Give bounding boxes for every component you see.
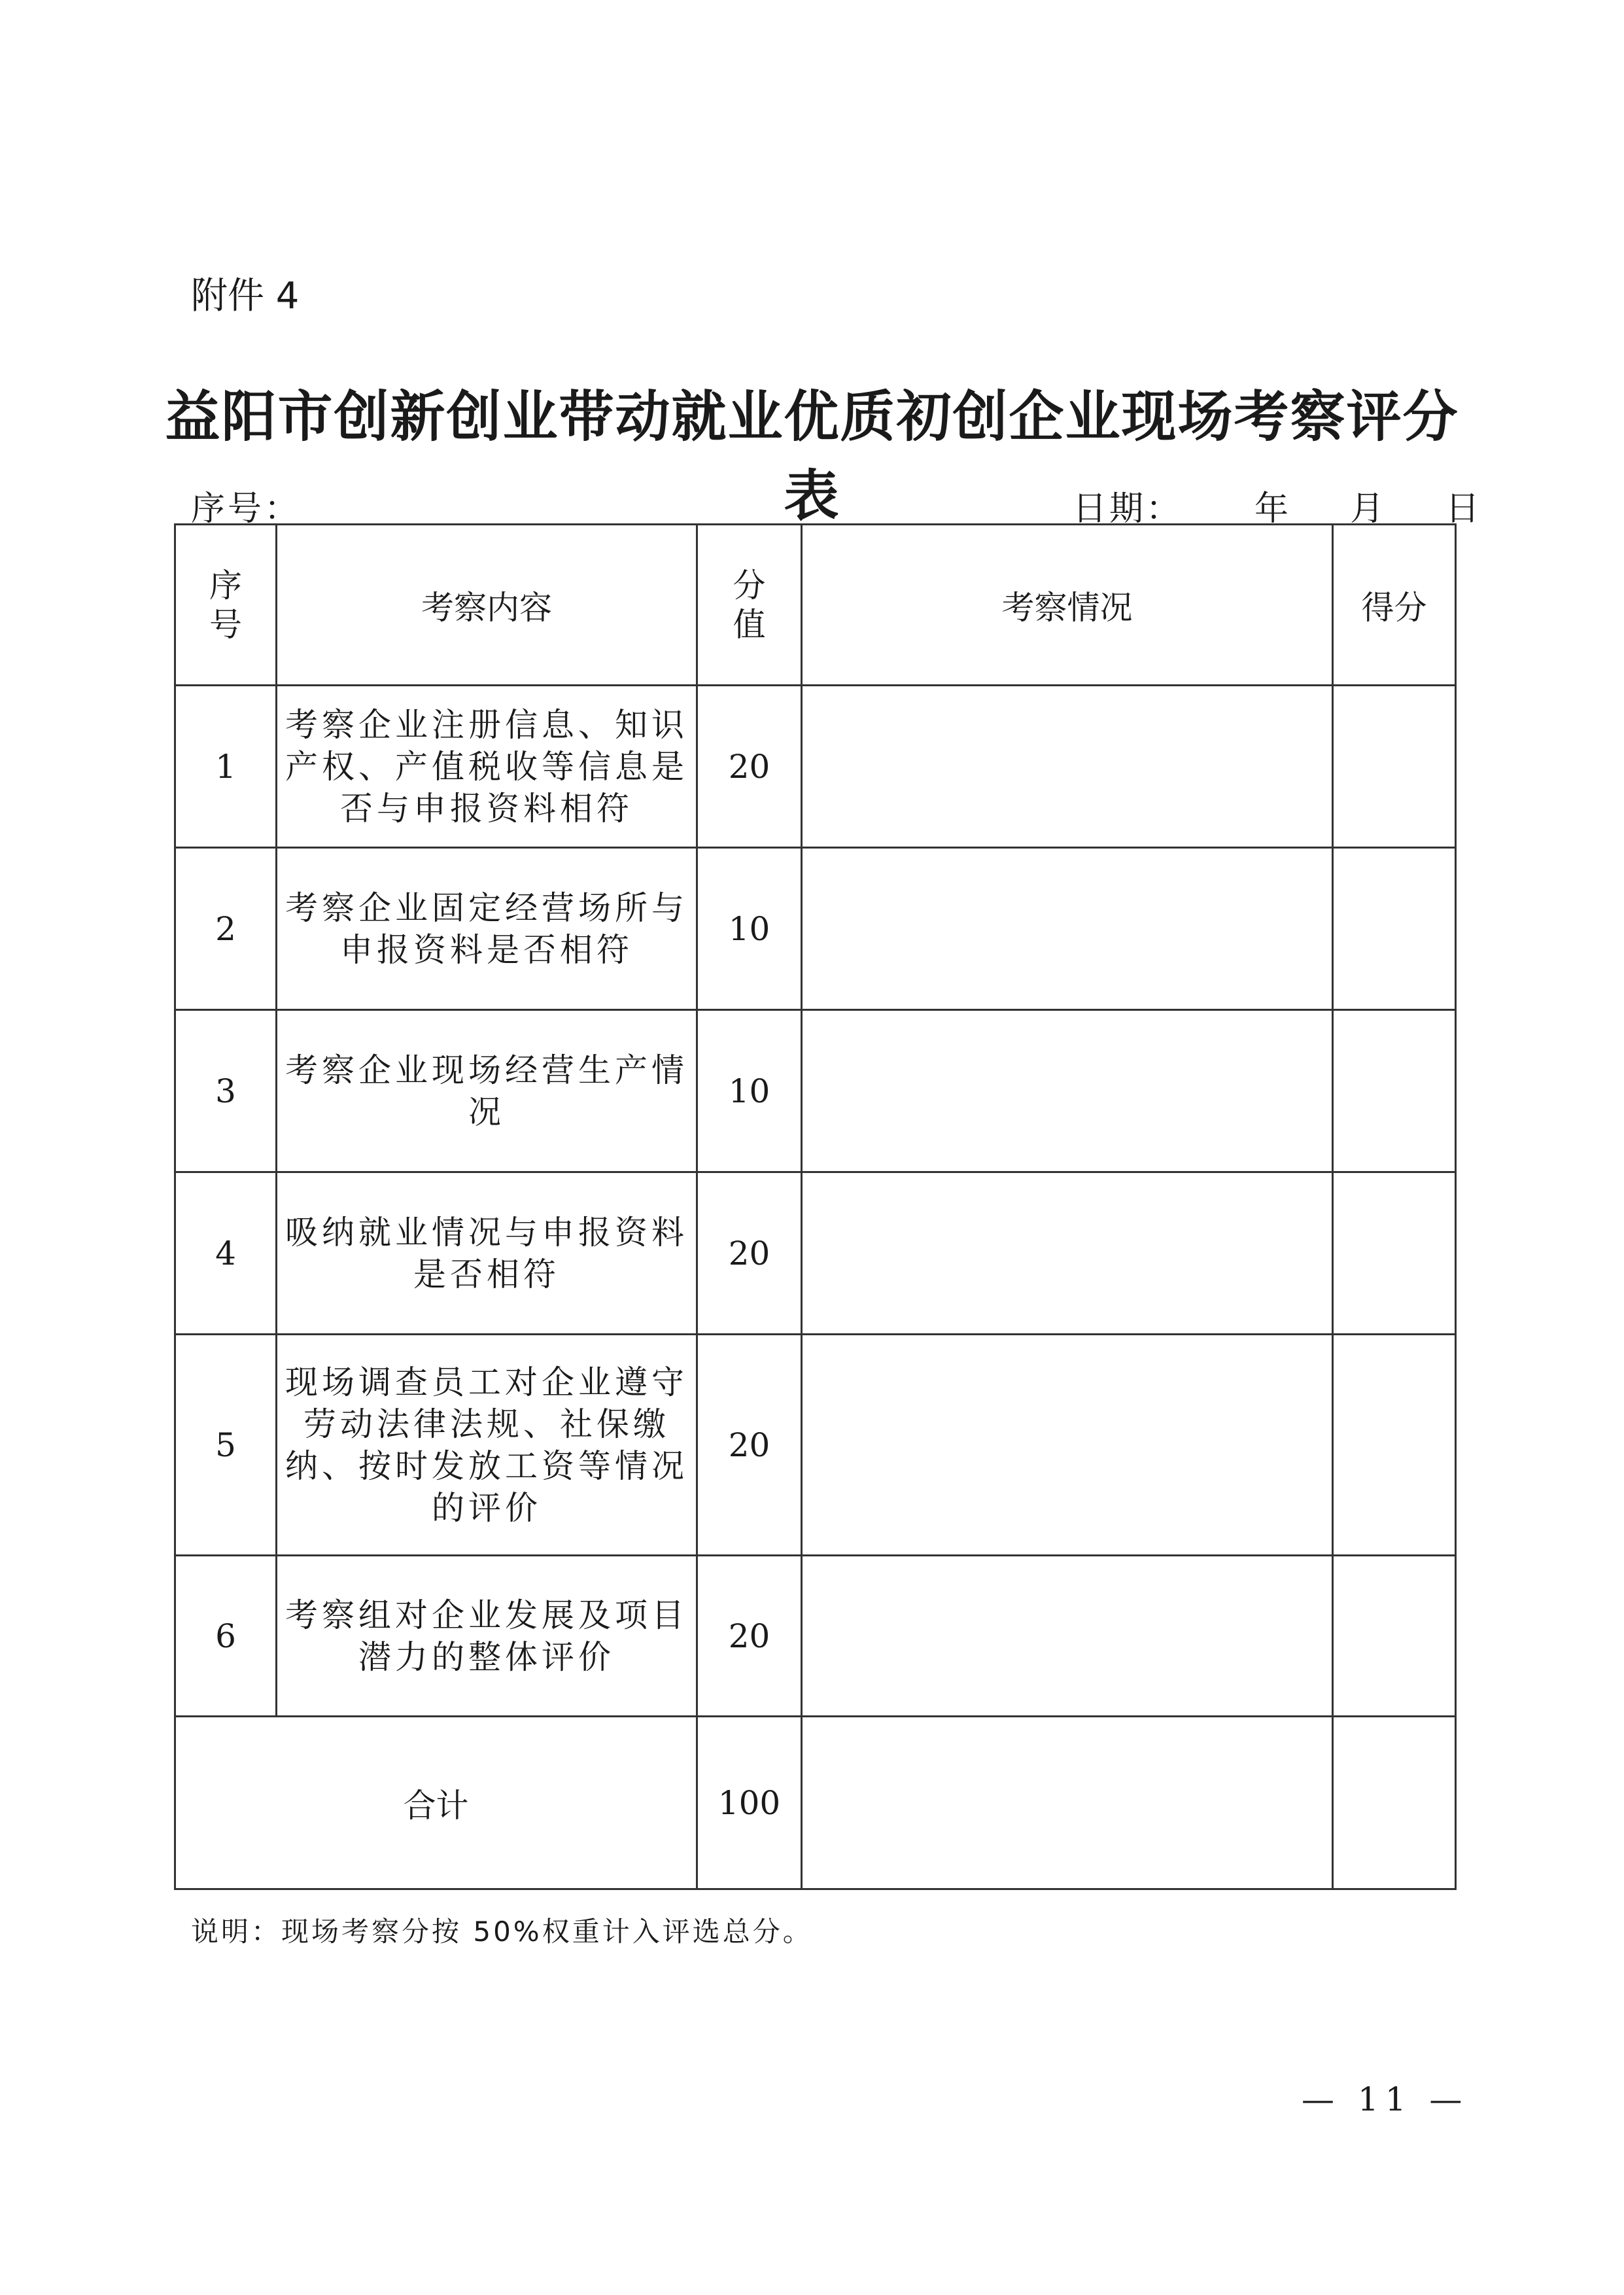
table-row — [175, 686, 1456, 848]
row-content: 吸纳就业情况与申报资料是否相符 — [277, 1172, 697, 1335]
date-line — [1073, 481, 1482, 530]
row-content: 考察企业现场经营生产情况 — [277, 1010, 697, 1172]
row-seq: 5 — [175, 1335, 277, 1556]
header-points: 得分 — [1333, 525, 1456, 686]
table-row — [175, 1556, 1456, 1717]
row-score: 10 — [697, 1010, 802, 1172]
year-label: 年 — [1254, 489, 1292, 529]
score-table — [174, 523, 1457, 1890]
row-points-cell — [1333, 848, 1456, 1010]
row-seq: 4 — [175, 1172, 277, 1335]
total-label: 合计 — [175, 1717, 697, 1889]
header-content: 考察内容 — [277, 525, 697, 686]
day-label: 日 — [1445, 489, 1483, 529]
row-content: 考察企业固定经营场所与申报资料是否相符 — [277, 848, 697, 1010]
page-number: — 11 — — [1302, 2080, 1469, 2118]
row-seq: 6 — [175, 1556, 277, 1717]
month-label: 月 — [1350, 489, 1387, 529]
row-situation-cell — [802, 1335, 1333, 1556]
row-points-cell — [1333, 1335, 1456, 1556]
row-score: 20 — [697, 686, 802, 848]
row-situation-cell — [802, 1010, 1333, 1172]
total-situation-cell — [802, 1717, 1333, 1889]
row-situation-cell — [802, 1172, 1333, 1335]
row-seq: 3 — [175, 1010, 277, 1172]
attachment-label: 附件 4 — [191, 275, 300, 317]
row-score: 20 — [697, 1335, 802, 1556]
row-situation-cell — [802, 848, 1333, 1010]
row-situation-cell — [802, 686, 1333, 848]
row-score: 10 — [697, 848, 802, 1010]
total-row — [175, 1717, 1456, 1889]
table-row — [175, 1172, 1456, 1335]
total-points-cell — [1333, 1717, 1456, 1889]
row-seq: 1 — [175, 686, 277, 848]
page-title: 益阳市创新创业带动就业优质初创企业现场考察评分表 — [165, 384, 1459, 528]
table-row — [175, 1010, 1456, 1172]
header-situation: 考察情况 — [802, 525, 1333, 686]
row-score: 20 — [697, 1172, 802, 1335]
total-score: 100 — [697, 1717, 802, 1889]
row-score: 20 — [697, 1556, 802, 1717]
header-seq: 序 号 — [175, 525, 277, 686]
date-label: 日期： — [1073, 489, 1183, 529]
table-row — [175, 848, 1456, 1010]
header-row — [175, 525, 1456, 686]
header-score: 分 值 — [697, 525, 802, 686]
row-content: 考察企业注册信息、知识产权、产值税收等信息是否与申报资料相符 — [277, 686, 697, 848]
row-points-cell — [1333, 1010, 1456, 1172]
footnote: 说明：现场考察分按 50%权重计入评选总分。 — [191, 1916, 813, 1948]
serial-label: 序号： — [191, 489, 302, 529]
row-points-cell — [1333, 1556, 1456, 1717]
table-row — [175, 1335, 1456, 1556]
row-situation-cell — [802, 1556, 1333, 1717]
row-content: 现场调查员工对企业遵守劳动法律法规、社保缴纳、按时发放工资等情况的评价 — [277, 1335, 697, 1556]
row-content: 考察组对企业发展及项目潜力的整体评价 — [277, 1556, 697, 1717]
row-seq: 2 — [175, 848, 277, 1010]
row-points-cell — [1333, 1172, 1456, 1335]
row-points-cell — [1333, 686, 1456, 848]
